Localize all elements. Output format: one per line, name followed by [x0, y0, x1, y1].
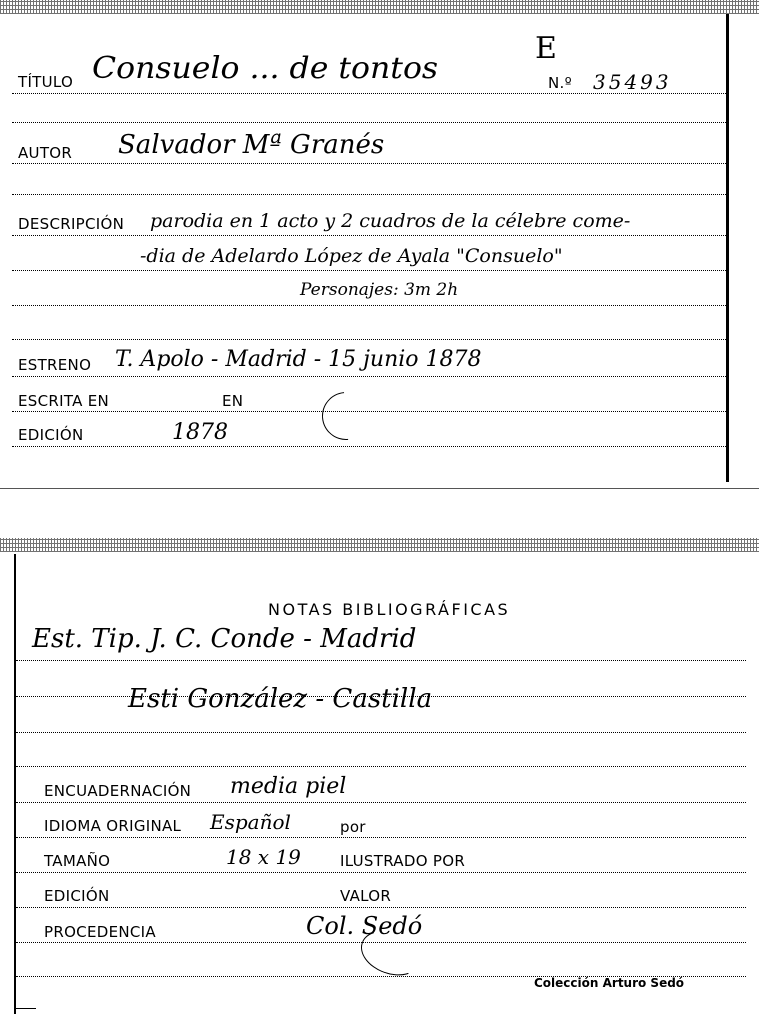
card-top-edge: [0, 0, 759, 14]
rule-line: [16, 872, 746, 873]
rule-line: [12, 194, 726, 195]
autor-label: AUTOR: [18, 144, 73, 162]
procedencia-value: Col. Sedó: [306, 912, 423, 940]
idioma-original-label: IDIOMA ORIGINAL: [44, 817, 182, 835]
estreno-value: T. Apolo - Madrid - 15 junio 1878: [115, 347, 482, 372]
rule-line: [16, 766, 746, 767]
card-top-edge: [0, 538, 759, 552]
escrita-en-label: ESCRITA EN: [18, 392, 110, 410]
autor-value: Salvador Mª Granés: [118, 130, 385, 160]
encuadernacion-value: media piel: [230, 774, 347, 799]
descripcion-line-1: parodia en 1 acto y 2 cuadros de la célebre come-: [150, 210, 631, 232]
en-label: EN: [222, 392, 244, 410]
notes-line-2: Esti González - Castilla: [128, 684, 433, 714]
estreno-label: ESTRENO: [18, 356, 92, 374]
rule-line: [12, 339, 726, 340]
rule-line: [12, 235, 726, 236]
edicion-label: EDICIÓN: [18, 426, 84, 444]
rule-line: [12, 93, 726, 94]
rule-line: [12, 270, 726, 271]
idioma-original-value: Español: [210, 810, 291, 834]
rule-line: [16, 837, 746, 838]
card-bottom-edge: [0, 488, 759, 489]
descripcion-line-2: -dia de Adelardo López de Ayala "Consuelo": [140, 245, 563, 267]
titulo-value: Consuelo ... de tontos: [92, 51, 439, 86]
notas-bibliograficas-title: NOTAS BIBLIOGRÁFICAS: [268, 600, 511, 619]
numero-value: 35493: [593, 70, 672, 94]
titulo-label: TÍTULO: [18, 73, 74, 91]
rule-line: [12, 163, 726, 164]
rule-line: [12, 122, 726, 123]
numero-label: N.º: [548, 74, 572, 92]
encuadernacion-label: ENCUADERNACIÓN: [44, 782, 192, 800]
card-left-border: [14, 554, 16, 1014]
corner-mark: [16, 1008, 36, 1009]
back-catalog-card: [0, 536, 759, 1028]
por-label: por: [340, 818, 366, 836]
procedencia-label: PROCEDENCIA: [44, 923, 156, 941]
rule-line: [16, 696, 746, 697]
rule-line: [16, 660, 746, 661]
valor-label: VALOR: [340, 887, 392, 905]
rule-line: [12, 305, 726, 306]
rule-line: [16, 907, 746, 908]
rule-line: [16, 732, 746, 733]
notes-line-1: Est. Tip. J. C. Conde - Madrid: [32, 624, 417, 654]
front-catalog-card: [0, 0, 759, 500]
back-edicion-label: EDICIÓN: [44, 887, 110, 905]
ink-blot: [312, 382, 380, 450]
card-right-border: [726, 14, 729, 482]
tamano-label: TAMAÑO: [44, 852, 111, 870]
ilustrado-por-label: ILUSTRADO POR: [340, 852, 466, 870]
tamano-value: 18 x 19: [226, 845, 301, 869]
edicion-value: 1878: [172, 420, 228, 445]
descripcion-label: DESCRIPCIÓN: [18, 215, 125, 233]
rule-line: [16, 802, 746, 803]
rule-line: [12, 446, 726, 447]
descripcion-line-3: Personajes: 3m 2h: [300, 280, 459, 300]
letter-mark: E: [535, 31, 557, 66]
coleccion-footer: Colección Arturo Sedó: [534, 976, 685, 990]
rule-line: [12, 376, 726, 377]
